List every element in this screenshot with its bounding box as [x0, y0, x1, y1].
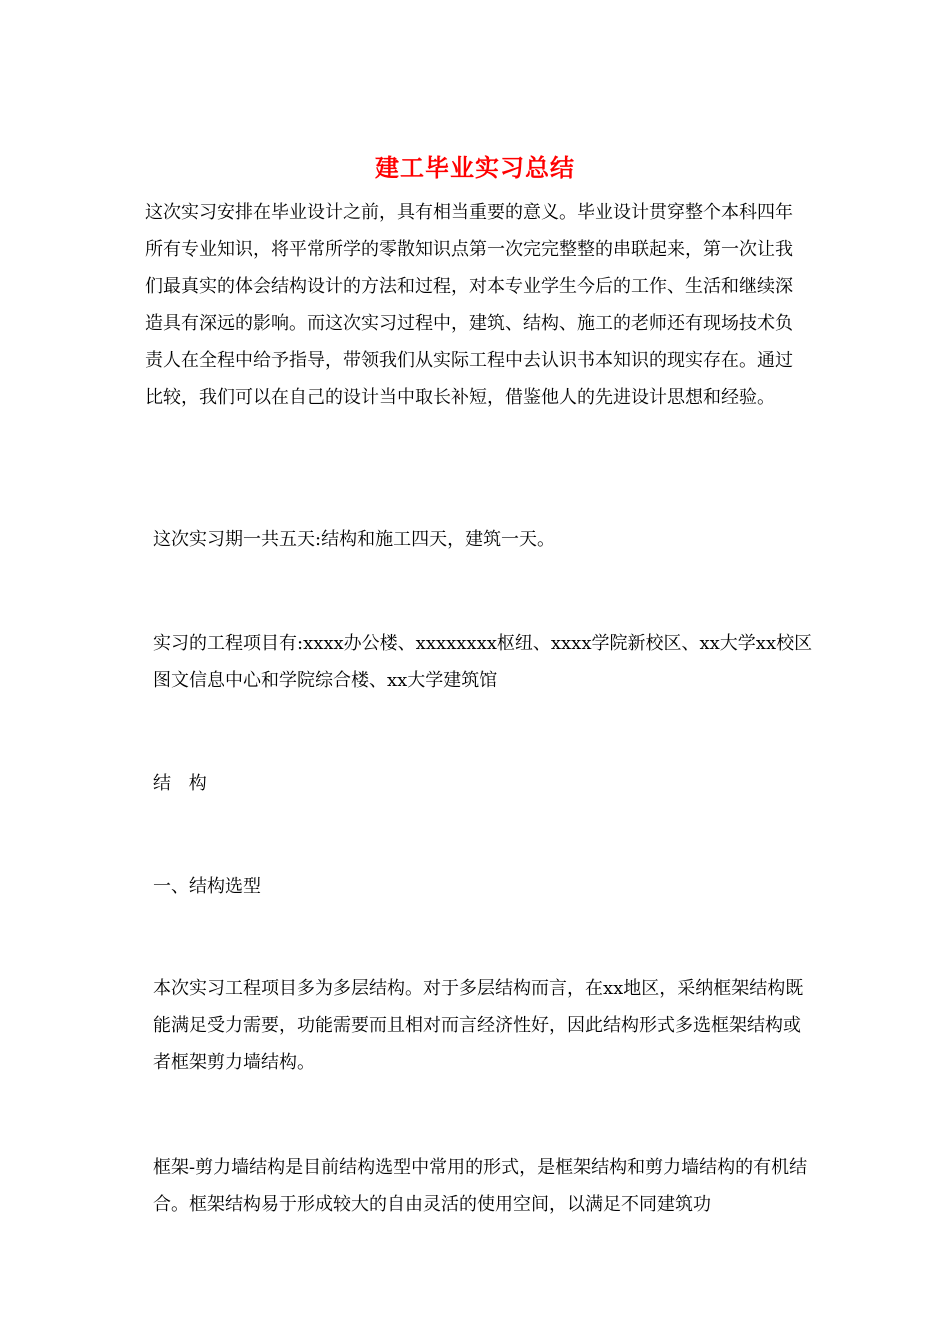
paragraph-frame-shearwall: 框架-剪力墙结构是目前结构选型中常用的形式，是框架结构和剪力墙结构的有机结合。框架结构易于形成较大的自由灵活的使用空间，以满足不同建筑功: [153, 1157, 808, 1215]
subheading-structure-selection: 一、结构选型: [153, 876, 261, 897]
section-heading-structure: 结 构: [153, 773, 213, 794]
paragraph-duration: 这次实习期一共五天:结构和施工四天，建筑一天。: [153, 529, 556, 550]
document-title: 建工毕业实习总结: [375, 154, 575, 182]
paragraph-projects: 实习的工程项目有:xxxx办公楼、xxxxxxxx枢纽、xxxx学院新校区、xx大学xx校区图文信息中心和学院综合楼、xx大学建筑馆: [153, 633, 813, 691]
paragraph-intro: 这次实习安排在毕业设计之前，具有相当重要的意义。毕业设计贯穿整个本科四年所有专业知识，将平常所学的零散知识点第一次完完整整的串联起来，第一次让我们最真实的体会结构设计的方法和过程，对本专业学生今后的工作、生活和继续深造具有深远的影响。而这次实习过程中，建筑、结构、施工的老师还有现场技术负责人在全程中给予指导，带领我们从实际工程中去认识书本知识的现实存在。通过比较，我们可以在自己的设计当中取长补短，借鉴他人的先进设计思想和经验。: [145, 202, 793, 408]
paragraph-multistory: 本次实习工程项目多为多层结构。对于多层结构而言，在xx地区，采纳框架结构既能满足受力需要，功能需要而且相对而言经济性好，因此结构形式多选框架结构或者框架剪力墙结构。: [153, 978, 804, 1073]
